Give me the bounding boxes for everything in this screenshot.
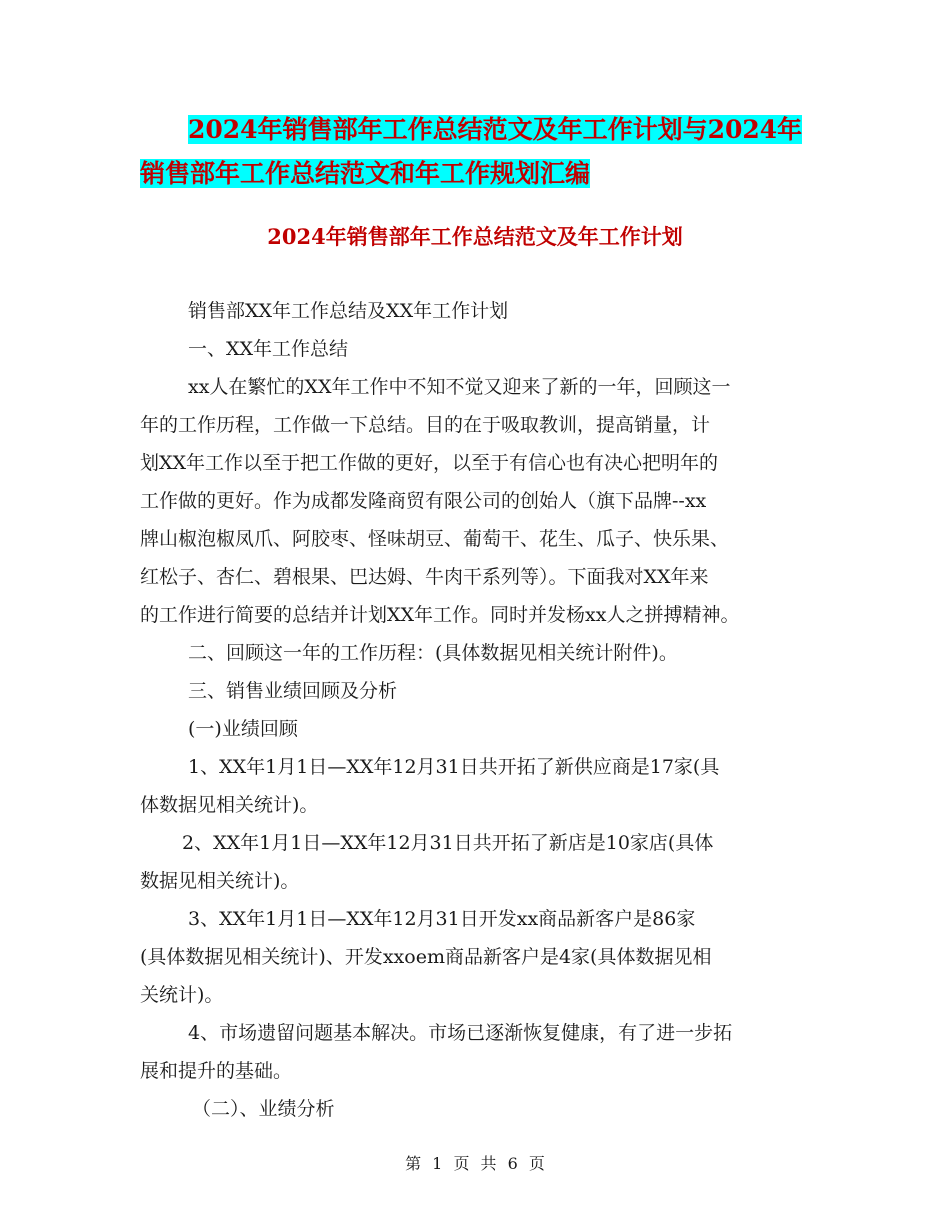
body-line: 三、销售业绩回顾及分析 bbox=[188, 680, 398, 702]
page-footer: 第 1 页 共 6 页 bbox=[405, 1154, 545, 1173]
body-line: 二、回顾这一年的工作历程：(具体数据见相关统计附件)。 bbox=[188, 642, 678, 664]
body-line: 1、XX年1月1日—XX年12月31日共开拓了新供应商是17家(具 bbox=[188, 756, 720, 778]
body-line: 数据见相关统计)。 bbox=[140, 870, 300, 892]
body-line: (一)业绩回顾 bbox=[188, 718, 298, 740]
body-line: 4、市场遗留问题基本解决。市场已逐渐恢复健康，有了进一步拓 bbox=[188, 1022, 733, 1044]
body-line: 体数据见相关统计)。 bbox=[140, 794, 319, 816]
body-line: 红松子、杏仁、碧根果、巴达姆、牛肉干系列等）。下面我对XX年来 bbox=[140, 566, 709, 588]
body-line: (具体数据见相关统计)、开发xxoem商品新客户是4家(具体数据见相 bbox=[140, 946, 712, 968]
body-line: 划XX年工作以至于把工作做的更好，以至于有信心也有决心把明年的 bbox=[140, 452, 719, 474]
document-title bbox=[140, 108, 840, 196]
body-line: 年的工作历程，工作做一下总结。目的在于吸取教训，提高销量，计 bbox=[140, 414, 711, 436]
title-line-1: 2024年销售部年工作总结范文及年工作计划与2024年 bbox=[188, 115, 803, 144]
body-line: 2、XX年1月1日—XX年12月31日共开拓了新店是10家店(具体 bbox=[182, 832, 714, 854]
body-line: 3、XX年1月1日—XX年12月31日开发xx商品新客户是86家 bbox=[188, 908, 696, 930]
body-line: 牌山椒泡椒凤爪、阿胶枣、怪味胡豆、葡萄干、花生、瓜子、快乐果、 bbox=[140, 528, 730, 550]
body-line: 一、XX年工作总结 bbox=[188, 338, 349, 360]
document-body bbox=[140, 292, 830, 1128]
body-line: 关统计)。 bbox=[140, 984, 224, 1006]
body-line: 销售部XX年工作总结及XX年工作计划 bbox=[188, 300, 509, 322]
body-line: （二）、业绩分析 bbox=[192, 1098, 335, 1120]
title-line-2: 销售部年工作总结范文和年工作规划汇编 bbox=[140, 159, 591, 188]
body-line: 展和提升的基础。 bbox=[140, 1060, 293, 1082]
body-line: 工作做的更好。作为成都发隆商贸有限公司的创始人（旗下品牌--xx bbox=[140, 490, 707, 512]
document-subtitle: 2024年销售部年工作总结范文及年工作计划 bbox=[267, 224, 683, 249]
body-line: xx人在繁忙的XX年工作中不知不觉又迎来了新的一年，回顾这一 bbox=[188, 376, 731, 398]
body-line: 的工作进行简要的总结并计划XX年工作。同时并发杨xx人之拼搏精神。 bbox=[140, 604, 740, 626]
